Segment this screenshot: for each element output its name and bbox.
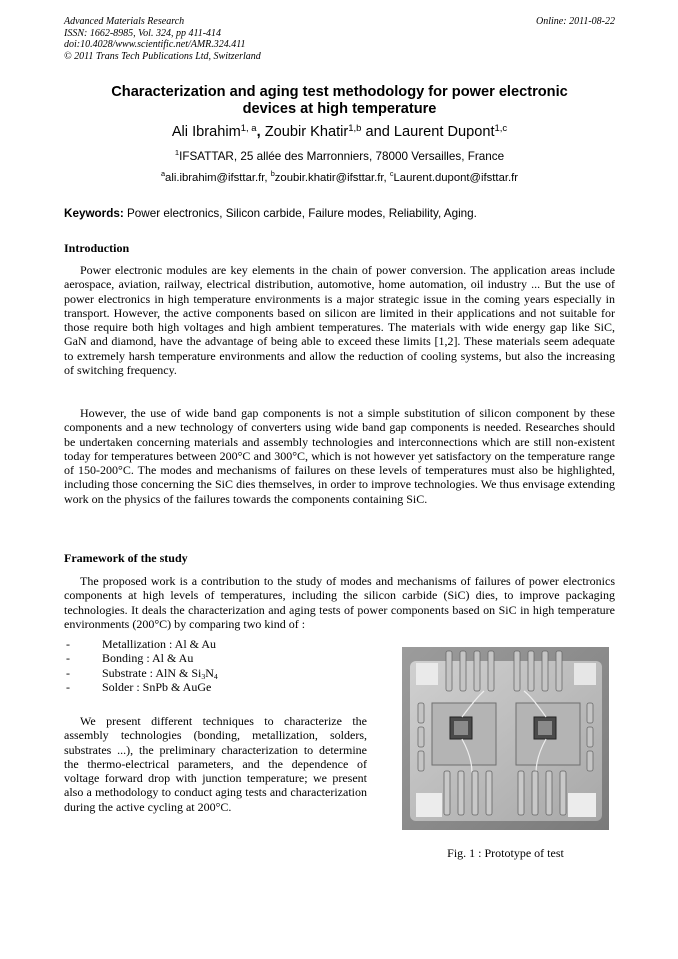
keywords-label: Keywords: (64, 207, 124, 220)
doi-line: doi:10.4028/www.scientific.net/AMR.324.411 (64, 39, 246, 50)
author-list (64, 124, 615, 140)
author-name: Zoubir Khatir (264, 124, 349, 140)
email-link[interactable]: ali.ibrahim@ifsttar.fr, (165, 172, 271, 184)
corner-pad (416, 793, 442, 817)
email-mark: a (160, 169, 166, 178)
affiliation-mark: 1 (174, 148, 180, 157)
paper-title (64, 84, 615, 118)
author-affil-mark: 1,c (494, 123, 508, 134)
corner-pad (568, 793, 596, 817)
title-line-1: Characterization and aging test methodology for power electronic (111, 84, 568, 100)
intro-paragraph-2: However, the use of wide band gap components is not a simple substitution of silicon component by these components and a new technology of converters using wide band gap components is needed. Researches should be undertaken concerning materials and assembly technologies and interconnections which are still non-existent today for temperatures between 200°C and 300°C, which is not however yet satisfactory on the temperature range of 150-200°C. The modes and mechanisms of failures on these levels of temperatures must also be highlighted, including those concerning the SiC dies themselves, in order to improve technologies. We thus envisage extending work on the physics of the failures towards the components containing SiC. (64, 406, 615, 506)
intro-paragraph-1: Power electronic modules are key elements in the chain of power conversion. The application areas include aerospace, aviation, railway, electrical distribution, automotive, home automation, oil industry ... But the use of power electronics in high temperature environments is a major strategic issue in the coming years especially in transport. However, the active components based on silicon are limited in their applications and not suitable for those require both high voltages and high ambient temperatures. The materials with wide energy gap like SiC, GaN and diamond, have the advantage of being able to exceed these limits [1,2]. These materials seem adequate to extremely harsh temperature environments and allow the reduction of cooling systems, but also the increasing of switching frequency. (64, 263, 615, 377)
author-emails (64, 169, 615, 184)
list-item: - Solder : SnPb & AuGe (64, 680, 218, 694)
list-item: - Substrate : AlN & $Si_3N_4$ (64, 666, 218, 680)
corner-pad (416, 663, 438, 685)
issn-line: ISSN: 1662-8985, Vol. 324, pp 411-414 (64, 27, 222, 39)
author-separator: and (361, 124, 394, 140)
corner-pad (574, 663, 596, 685)
list-item: - Bonding : Al & Au (64, 651, 218, 665)
framework-paragraph-2: We present different techniques to characterize the assembly technologies (bonding, metallization, solders, substrates ...), the preliminary characterization to determine the thermo-electrical parameters, and the dependence of voltage forward drop with junction temperature; we present also a methodology to conduct aging tests and characterization during the active cycling at 200°C. (64, 714, 367, 814)
affiliation-text: IFSATTAR, 25 allée des Marronniers, 78000 Versailles, France (179, 150, 505, 163)
copyright-line: © 2011 Trans Tech Publications Ltd, Switzerland (64, 50, 261, 62)
title-line-2: devices at high temperature (242, 101, 437, 117)
author-name: Laurent Dupont (393, 124, 495, 140)
die-pad-right (538, 721, 552, 735)
publication-info (64, 16, 261, 62)
online-date: Online: 2011-08-22 (536, 16, 615, 27)
section-heading-introduction: Introduction (64, 241, 130, 255)
keywords (64, 207, 615, 220)
prototype-photo (402, 647, 609, 830)
email-link[interactable]: Laurent.dupont@ifsttar.fr (393, 172, 519, 184)
figure-caption: Fig. 1 : Prototype of test (447, 846, 564, 860)
framework-paragraph-1: The proposed work is a contribution to the study of modes and mechanisms of failures of power electronics components at high levels of temperatures, including the silicon carbide (SiC) dies, to improve packaging technologies. It deals the characterization and aging tests of power components based on SiC in high temperature environments (200°C) by comparing two kind of : (64, 574, 615, 631)
email-mark: b (270, 169, 275, 178)
author-affil-mark: 1, a (240, 123, 257, 134)
author-separator: , (256, 124, 265, 140)
journal-name: Advanced Materials Research (64, 16, 185, 27)
author-name: Ali Ibrahim (171, 124, 241, 140)
list-item: - Metallization : Al & Au (64, 637, 218, 651)
author-affil-mark: 1,b (348, 123, 362, 134)
keywords-text: Power electronics, Silicon carbide, Failure modes, Reliability, Aging. (123, 207, 477, 220)
email-mark: c (389, 169, 394, 178)
comparison-list (64, 637, 218, 694)
email-link[interactable]: zoubir.khatir@ifsttar.fr, (274, 172, 390, 184)
section-heading-framework: Framework of the study (64, 551, 188, 565)
affiliation (64, 150, 615, 163)
die-pad-left (454, 721, 468, 735)
